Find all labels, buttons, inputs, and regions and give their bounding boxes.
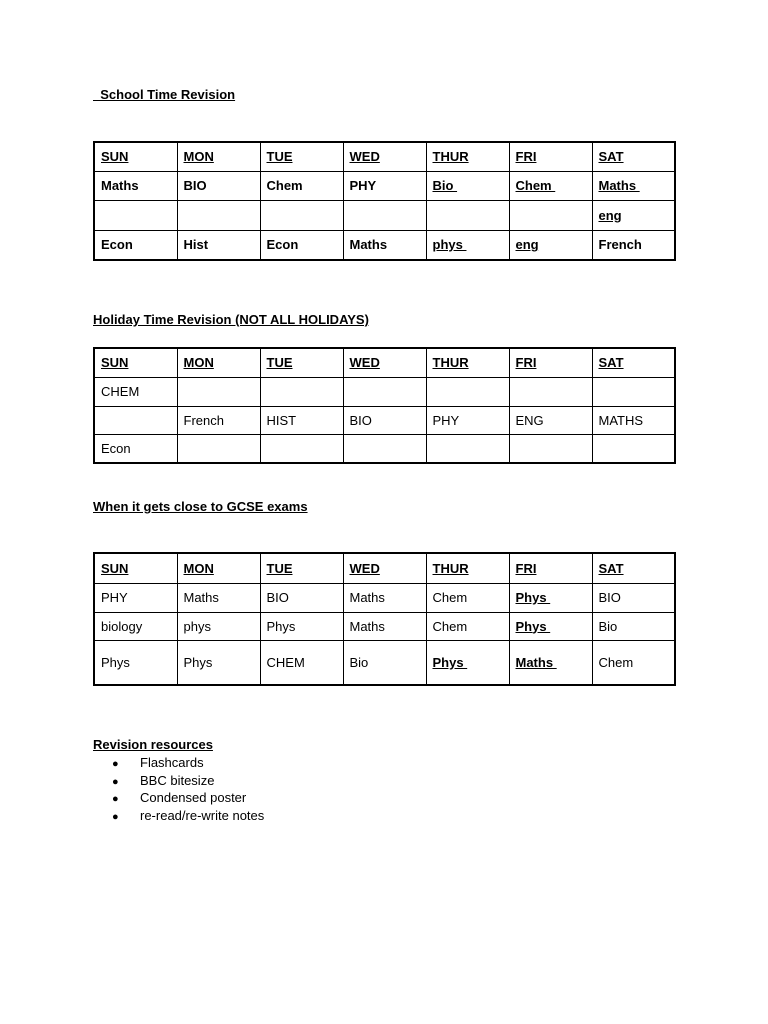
subject-cell: PHY: [343, 171, 426, 200]
subject-cell: Maths: [592, 171, 675, 200]
day-header-cell: THUR: [426, 553, 509, 583]
revision-resources-list: [112, 754, 264, 825]
subject-cell: CHEM: [94, 377, 177, 406]
subject-cell: eng: [592, 200, 675, 230]
list-item: [112, 772, 264, 790]
table-row: [94, 406, 675, 434]
day-header-cell: SUN: [94, 142, 177, 171]
subject-cell: Maths: [343, 230, 426, 260]
subject-cell: Chem: [509, 171, 592, 200]
subject-cell: [343, 377, 426, 406]
gcse-revision-table: [93, 552, 676, 686]
table-row: [94, 640, 675, 685]
subject-cell: PHY: [94, 583, 177, 612]
day-header-cell: MON: [177, 553, 260, 583]
subject-cell: Chem: [592, 640, 675, 685]
day-header-cell: WED: [343, 142, 426, 171]
subject-cell: PHY: [426, 406, 509, 434]
subject-cell: phys: [177, 612, 260, 640]
day-header-cell: THUR: [426, 142, 509, 171]
day-header-cell: SAT: [592, 348, 675, 377]
subject-cell: MATHS: [592, 406, 675, 434]
subject-cell: Chem: [426, 583, 509, 612]
subject-cell: eng: [509, 230, 592, 260]
list-item-text: re-read/re-write notes: [140, 808, 265, 824]
list-item: [112, 807, 264, 825]
subject-cell: Econ: [260, 230, 343, 260]
subject-cell: [177, 434, 260, 463]
day-header-cell: TUE: [260, 348, 343, 377]
subject-cell: [260, 200, 343, 230]
bullet-icon: ●: [112, 758, 119, 770]
subject-cell: [177, 377, 260, 406]
subject-cell: [426, 434, 509, 463]
subject-cell: [260, 434, 343, 463]
list-item: [112, 754, 264, 772]
subject-cell: [426, 377, 509, 406]
table-header-row: [94, 553, 675, 583]
subject-cell: [94, 406, 177, 434]
subject-cell: [94, 200, 177, 230]
table-row: [94, 230, 675, 260]
subject-cell: Bio: [592, 612, 675, 640]
school-time-revision-heading: School Time Revision: [93, 87, 236, 102]
subject-cell: Econ: [94, 434, 177, 463]
table-header-row: [94, 348, 675, 377]
day-header-cell: WED: [343, 553, 426, 583]
table-row: [94, 377, 675, 406]
subject-cell: [426, 200, 509, 230]
day-header-cell: MON: [177, 142, 260, 171]
day-header-cell: FRI: [509, 348, 592, 377]
subject-cell: [343, 434, 426, 463]
day-header-cell: TUE: [260, 142, 343, 171]
subject-cell: Phys: [94, 640, 177, 685]
subject-cell: Phys: [509, 612, 592, 640]
subject-cell: French: [592, 230, 675, 260]
holiday-time-revision-heading: Holiday Time Revision (NOT ALL HOLIDAYS): [93, 312, 369, 327]
subject-cell: [592, 377, 675, 406]
day-header-cell: SUN: [94, 348, 177, 377]
school-time-revision-table: [93, 141, 676, 261]
subject-cell: Phys: [260, 612, 343, 640]
subject-cell: Maths: [343, 583, 426, 612]
bullet-icon: ●: [112, 793, 119, 806]
subject-cell: French: [177, 406, 260, 434]
subject-cell: Econ: [94, 230, 177, 260]
subject-cell: biology: [94, 612, 177, 640]
table-header-row: [94, 142, 675, 171]
subject-cell: [260, 377, 343, 406]
subject-cell: Maths: [343, 612, 426, 640]
subject-cell: [343, 200, 426, 230]
day-header-cell: FRI: [509, 142, 592, 171]
day-header-cell: TUE: [260, 553, 343, 583]
subject-cell: phys: [426, 230, 509, 260]
table-row: [94, 434, 675, 463]
subject-cell: Phys: [509, 583, 592, 612]
subject-cell: HIST: [260, 406, 343, 434]
subject-cell: BIO: [592, 583, 675, 612]
subject-cell: [177, 200, 260, 230]
table-row: [94, 612, 675, 640]
holiday-time-revision-table: [93, 347, 676, 464]
subject-cell: Bio: [426, 171, 509, 200]
subject-cell: Bio: [343, 640, 426, 685]
day-header-cell: SAT: [592, 553, 675, 583]
subject-cell: Chem: [260, 171, 343, 200]
subject-cell: CHEM: [260, 640, 343, 685]
subject-cell: Maths: [94, 171, 177, 200]
table-row: [94, 583, 675, 612]
subject-cell: [509, 200, 592, 230]
subject-cell: BIO: [343, 406, 426, 434]
subject-cell: [509, 377, 592, 406]
day-header-cell: FRI: [509, 553, 592, 583]
subject-cell: BIO: [177, 171, 260, 200]
table-row: [94, 171, 675, 200]
subject-cell: Hist: [177, 230, 260, 260]
subject-cell: Phys: [426, 640, 509, 685]
list-item: [112, 789, 264, 807]
bullet-icon: ●: [112, 775, 119, 788]
subject-cell: BIO: [260, 583, 343, 612]
day-header-cell: SAT: [592, 142, 675, 171]
day-header-cell: THUR: [426, 348, 509, 377]
day-header-cell: MON: [177, 348, 260, 377]
subject-cell: [592, 434, 675, 463]
gcse-revision-heading: When it gets close to GCSE exams: [93, 499, 308, 514]
list-item-text: Condensed poster: [140, 790, 247, 806]
day-header-cell: SUN: [94, 553, 177, 583]
list-item-text: BBC bitesize: [140, 772, 215, 788]
revision-resources-heading: Revision resources: [93, 737, 213, 752]
table-row: [94, 200, 675, 230]
list-item-text: Flashcards: [140, 755, 204, 770]
subject-cell: Maths: [177, 583, 260, 612]
bullet-icon: ●: [112, 811, 119, 824]
subject-cell: ENG: [509, 406, 592, 434]
subject-cell: Phys: [177, 640, 260, 685]
subject-cell: Maths: [509, 640, 592, 685]
subject-cell: [509, 434, 592, 463]
day-header-cell: WED: [343, 348, 426, 377]
subject-cell: Chem: [426, 612, 509, 640]
